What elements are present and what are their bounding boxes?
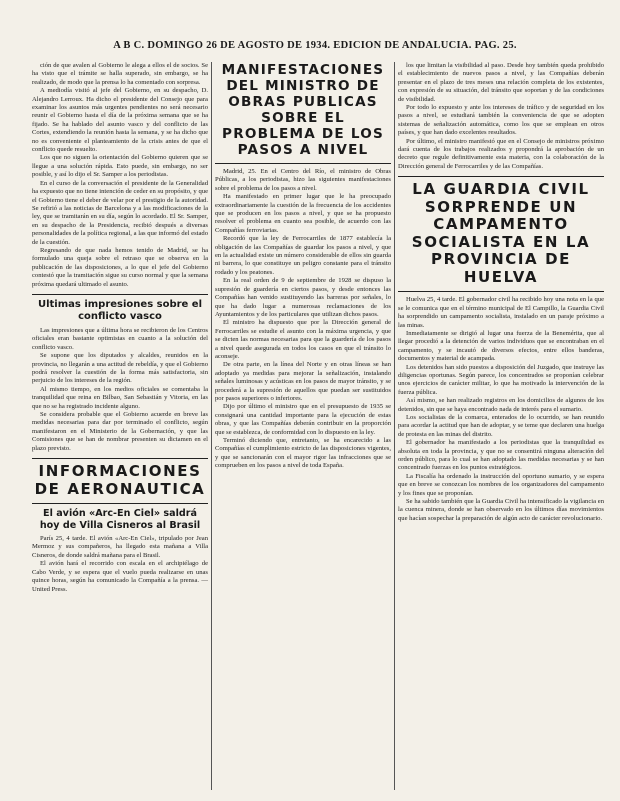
column-left	[32, 62, 208, 792]
paragraph: Ha manifestado en primer lugar que le ha preocupado extraordinariamente la cuestión de la frecuencia de los accidentes que se producen en los pasos a nivel, y que se ha propuesto resolver el problema en cuanto sea posible, de acuerdo con las Compañías ferroviarias.	[215, 193, 391, 234]
paragraph: Los detenidos han sido puestos a disposición del Juzgado, que instruye las diligencias oportunas. Según parece, los concentrados se proponían celebrar unos ejercicios de carácter militar, lo que ha motivado la intervención de la fuerza pública.	[398, 363, 604, 396]
paragraph: Huelva 25, 4 tarde. El gobernador civil ha recibido hoy una nota en la que se le comunica que en el término municipal de El Campillo, la Guardia Civil ha sorprendido un campamento socialista, instalado en un paraje próximo a las minas.	[398, 296, 604, 329]
paragraph: El avión hará el recorrido con escala en el archipiélago de Cabo Verde, y se espera que el vuelo pueda realizarse en unas quince horas, según ha comunicado la Compañía a la prensa. —United Press.	[32, 560, 208, 593]
paragraph: El gobernador ha manifestado a los periodistas que la tranquilidad es absoluta en toda la provincia, y que no se consentirá ninguna alteración del orden público, para lo cual se han adoptado las medidas necesarias y se han concentrado fuerzas en los puntos estratégicos.	[398, 439, 604, 472]
paragraph: Regresando de que nada hemos tenido de Madrid, se ha formulado una queja sobre el retraso que se observa en la publicación de las disposiciones, a lo que el jefe del Gobierno contestó que la tramitación sigue su curso normal y que la semana próxima quedará ultimado el asunto.	[32, 246, 208, 288]
paragraph: París 25, 4 tarde. El avión «Arc-En Ciel», tripulado por Jean Mermoz y sus compañeros, ha llegado esta mañana a Villa Cisneros, de donde saldrá mañana para el Brasil.	[32, 535, 208, 559]
aeronautica-subheadline: El avión «Arc-En Ciel» saldrá hoy de Villa Cisneros al Brasil	[39, 508, 201, 531]
paragraph: El ministro ha dispuesto que por la Dirección general de Ferrocarriles se estudie el asunto con la máxima urgencia, y que se dicten las normas necesarias para que la guardería de los pasos a nivel quede asegurada en todos los casos en que el tránsito lo aconseje.	[215, 319, 391, 360]
paragraph: Los que no siguen la orientación del Gobierno quieren que se llegue a una solución rápida. Esto puede, sin embargo, no ser posible, y así lo dijo el Sr. Samper a los periodistas.	[32, 154, 208, 179]
column-right	[398, 62, 604, 792]
obras-publicas-headline: MANIFESTACIONES DEL MINISTRO DE OBRAS PUBLICAS SOBRE EL PROBLEMA DE LOS PASOS A NIVEL	[221, 62, 385, 158]
paragraph: Recordó que la ley de Ferrocarriles de 1877 establecía la obligación de las Compañías de guardar los pasos a nivel, y que en la actualidad existe un número considerable de ellos sin guarda ni barrera, lo que constituye un peligro constante para el tránsito rodado y los peatones.	[215, 235, 391, 276]
column-center	[215, 62, 391, 792]
paragraph: En el curso de la conversación el presidente de la Generalidad ha expuesto que no tiene intención de ceder en su propósito, y que el Gobierno tiene el deber de velar por el prestigio de la autoridad. Se refirió a las noticias de Barcelona y a las modificaciones de la ley, que se tramitarán en su día, según lo acordado. El Sr. Samper, en su despacho de la Presidencia, recibió después a diversas personalidades de la política regional, a las que informó del estado de la cuestión.	[32, 179, 208, 246]
paragraph: Los socialistas de la comarca, enterados de lo ocurrido, se han reunido para acordar la actitud que han de adoptar, y se teme que declaren una huelga de protesta en las minas del distrito.	[398, 413, 604, 438]
paragraph: Se supone que los diputados y alcaldes, reunidos en la provincia, no llegarán a una actitud de rebeldía, y que el Gobierno podrá resolver la cuestión de la forma más satisfactoria, sin perjuicio de los intereses de la región.	[32, 352, 208, 385]
paragraph: Se ha sabido también que la Guardia Civil ha intensificado la vigilancia en la cuenca minera, donde se han observado en los últimos días movimientos que hacían sospechar la preparación de algún acto de carácter revolucionario.	[398, 498, 604, 522]
column-divider	[211, 62, 212, 790]
continued-article	[398, 62, 604, 171]
section-rule	[32, 294, 208, 295]
section-rule	[215, 163, 391, 164]
aeronautica-headline: INFORMACIONES DE AERONAUTICA	[34, 462, 206, 498]
paragraph: Se considera probable que el Gobierno acuerde en breve las medidas necesarias para dar por terminado el conflicto, según manifestaron en el Ministerio de la Gobernación, y que las Comisiones que se han de nombrar presenten su dictamen en el plazo previsto.	[32, 411, 208, 452]
paragraph: Así mismo, se han realizado registros en los domicilios de algunos de los detenidos, sin que se haya encontrado nada de interés para el sumario.	[398, 397, 604, 413]
paragraph: Dijo por último el ministro que en el presupuesto de 1935 se consignará una cantidad importante para la ejecución de estas obras, y que las Compañías deberán contribuir en la proporción que se establezca, de conformidad con lo dispuesto en la ley.	[215, 403, 391, 436]
paragraph: Terminó diciendo que, entretanto, se ha encarecido a las Compañías el cumplimiento estricto de las disposiciones vigentes, y que se sancionarán con el mayor rigor las infracciones que se comprueben en los pasos a nivel de toda España.	[215, 437, 391, 470]
paragraph: Inmediatamente se dirigió al lugar una fuerza de la Benemérita, que al llegar procedió a la detención de varios individuos que se encontraban en el campamento, y se incautó de diversos efectos, entre ellos banderas, documentos y material de acampada.	[398, 329, 604, 363]
article-intro	[32, 62, 208, 289]
section-rule	[32, 458, 208, 459]
paragraph: Madrid, 25. En el Centro del Río, el ministro de Obras Públicas, a los periodistas, hizo las siguientes manifestaciones sobre el problema de los pasos a nivel.	[215, 168, 391, 192]
section-rule	[398, 176, 604, 177]
paragraph: En la real orden de 9 de septiembre de 1928 se dispuso la supresión de guardería en ciertos pasos, y desde entonces las Compañías han venido sustituyendo las barreras por señales, lo que ha dado lugar a numerosas reclamaciones de los Ayuntamientos y de los particulares que utilizan dichos pasos.	[215, 277, 391, 318]
guardia-civil-headline: LA GUARDIA CIVIL SORPRENDE UN CAMPAMENTO SOCIALISTA EN LA PROVINCIA DE HUELVA	[411, 180, 591, 286]
paragraph: Las impresiones que a última hora se recibieron de los Centros oficiales eran bastante optimistas en cuanto a la solución del conflicto vasco.	[32, 326, 208, 351]
obras-publicas-article	[215, 168, 391, 471]
section-rule	[398, 291, 604, 292]
paragraph: ción de que avalen al Gobierno le alega a ellos el de socios. Se ha visto que el trámite se halla superado, sin embargo, se ha realizado, de modo que la prensa lo ha comentado con sorpresa.	[32, 62, 208, 86]
paragraph: De otra parte, en la línea del Norte y en otras líneas se han adoptado ya medidas para mejorar la señalización, instalando señales luminosas y acústicas en los pasos de mayor tránsito, y se procederá a la supresión de aquellos que puedan ser sustituidos por pasos superiores o inferiores.	[215, 361, 391, 402]
paragraph: Por todo lo expuesto y ante los intereses de tráfico y de seguridad en los pasos a nivel, se estudiará también la conveniencia de que se adopten sistemas de señalización automática, como los que se emplean en otros países, y que han dado excelentes resultados.	[398, 104, 604, 137]
column-divider	[394, 62, 395, 790]
paragraph: La Fiscalía ha ordenado la instrucción del oportuno sumario, y se espera que en breve se conozcan los nombres de los organizadores del campamento y los fines que se proponían.	[398, 472, 604, 497]
paragraph: los que limitan la visibilidad al paso. Desde hoy también queda prohibido el establecimiento de nuevos pasos a nivel, y las Compañías deberán presentar en el plazo de tres meses una relación completa de los existentes, con expresión de su situación, del tránsito que soportan y de las condiciones de visibilidad.	[398, 62, 604, 103]
paragraph: Por último, el ministro manifestó que en el Consejo de ministros próximo dará cuenta de los trabajos realizados y propondrá la aprobación de un decreto que regule definitivamente esta materia, con la colaboración de la Dirección general de Ferrocarriles y de las Compañías.	[398, 137, 604, 170]
aeronautica-article	[32, 535, 208, 594]
section-rule	[32, 503, 208, 504]
page-header: A B C. DOMINGO 26 DE AGOSTO DE 1934. EDICION DE ANDALUCIA. PAG. 25.	[113, 40, 517, 51]
paragraph: Al mismo tiempo, en los medios oficiales se comentaba la tranquilidad que reina en Bilbao, San Sebastián y Vitoria, en las que no se ha registrado incidente alguno.	[32, 385, 208, 410]
vasco-headline: Ultimas impresiones sobre el conflicto vasco	[37, 298, 203, 323]
paragraph: A mediodía visitó al jefe del Gobierno, en su despacho, D. Alejandro Lerroux. Ha dicho el presidente del Consejo que para examinar los asuntos más urgentes pendientes no será necesario reunir el Gobierno hasta el día de la próxima semana que se ha fijado. Se ha hablado del asunto vasco y del conflicto de las Cortes, extendiendo la reunión hasta la semana, y se ha dicho que no es conveniente el planteamiento de la crisis antes de que el conflicto quede resuelto.	[32, 87, 208, 154]
guardia-civil-article	[398, 296, 604, 523]
vasco-article	[32, 327, 208, 453]
